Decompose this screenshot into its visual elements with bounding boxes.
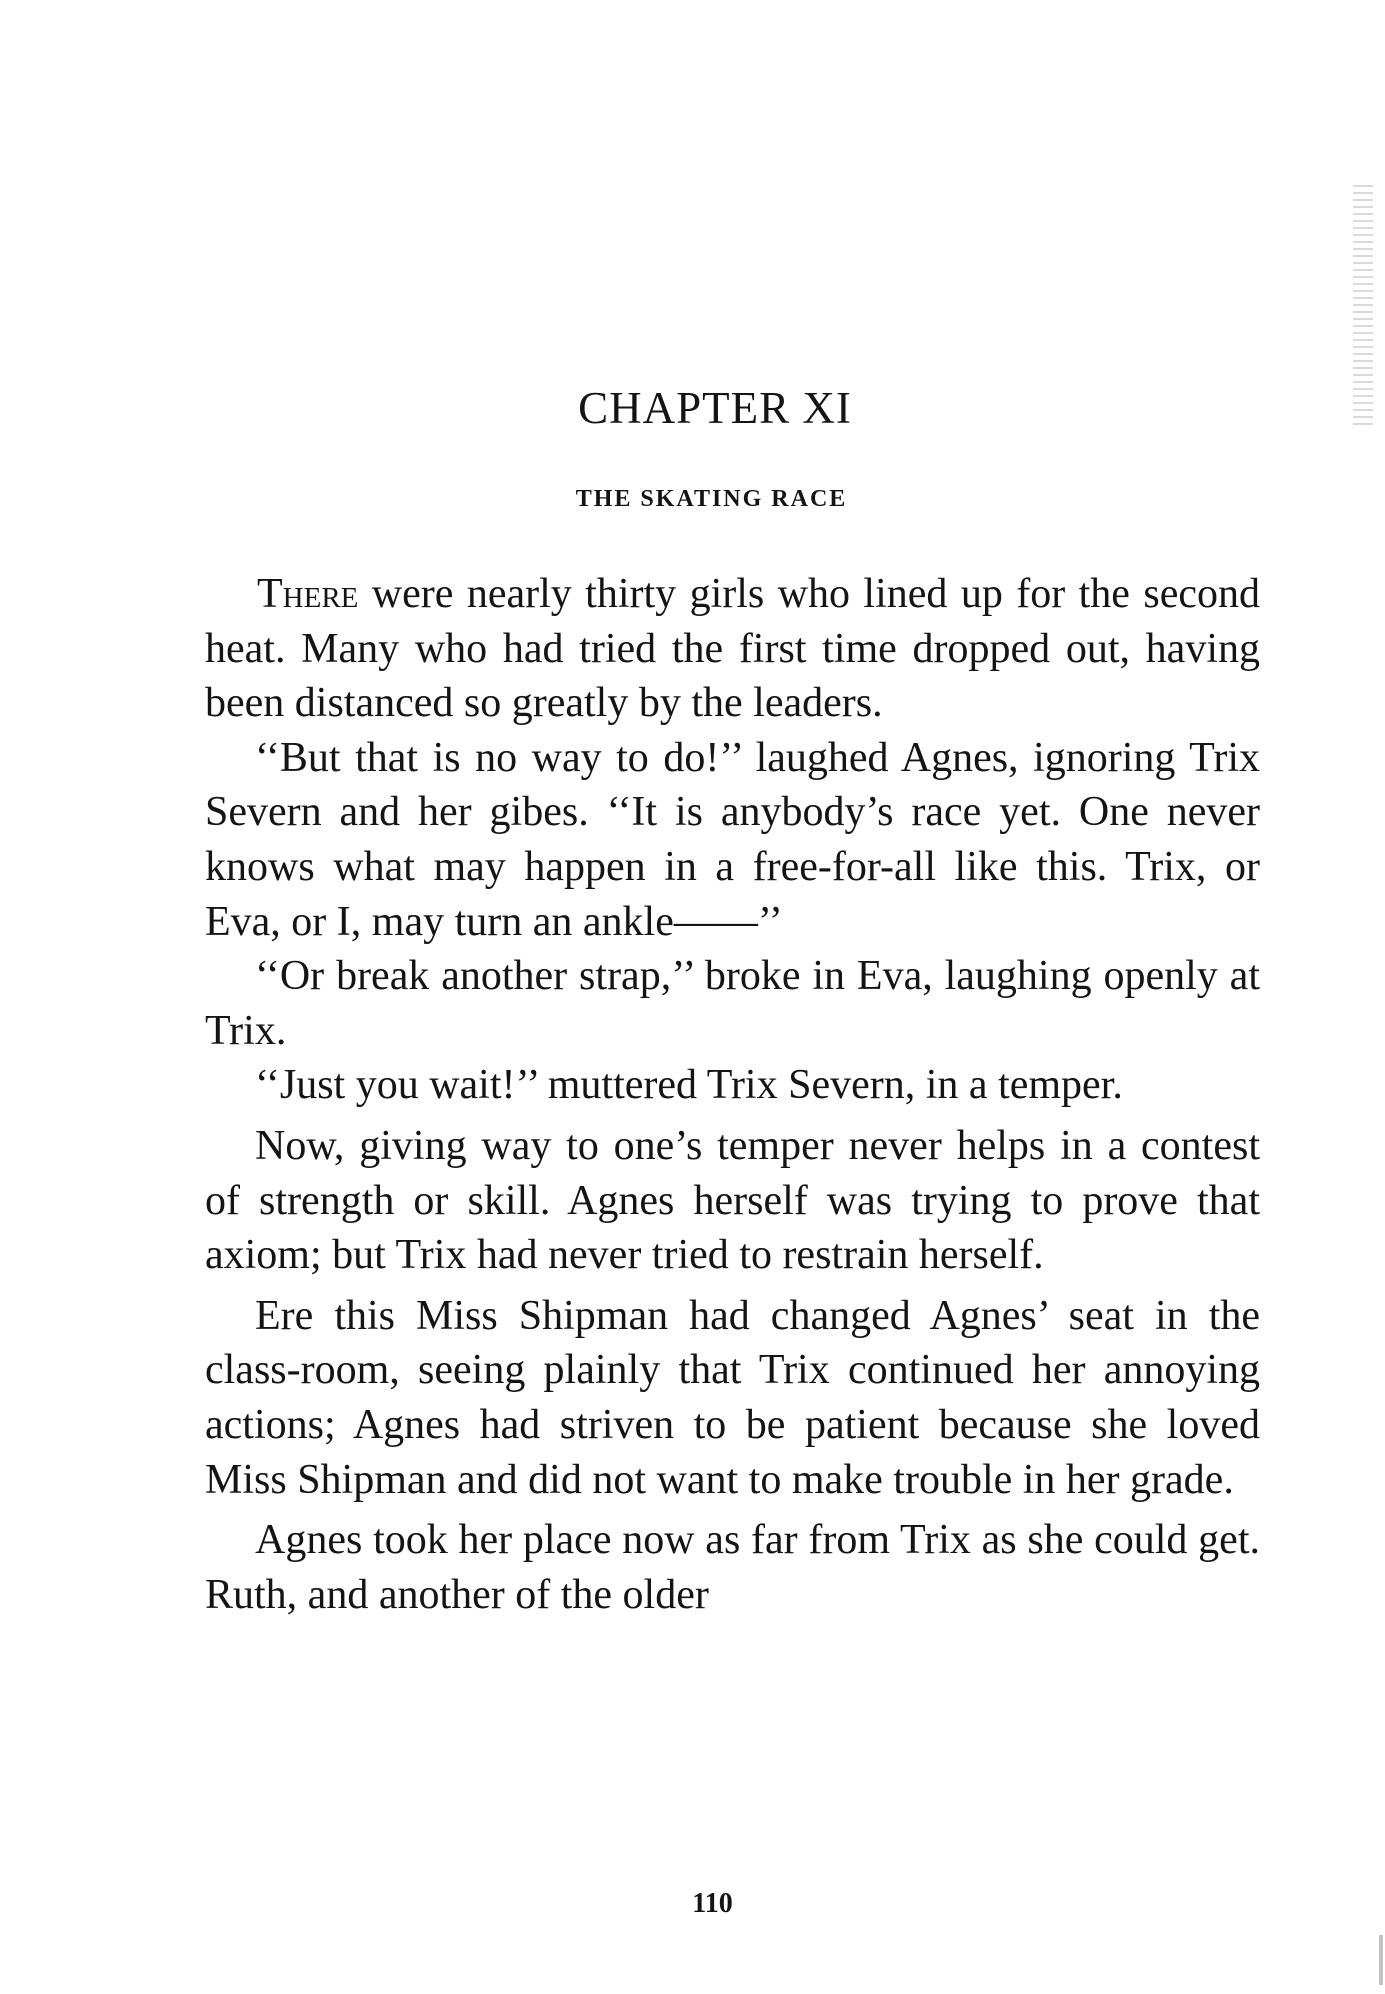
scan-edge-artifact — [1379, 1935, 1383, 1985]
page-number: 110 — [692, 1888, 733, 1919]
paragraph: ‘‘Or break another strap,’’ broke in Eva, laughing openly at Trix. — [205, 953, 1260, 1054]
paragraph: ‘‘But that is no way to do!’’ laughed Agnes, ignoring Trix Severn and her gibes. ‘‘It is anybody’s race yet. One never knows what may happen in a free-for-all like this. Trix, or Eva, or I, may turn an ankle——’’ — [205, 734, 1260, 945]
paragraph-lead-word: There — [257, 571, 359, 617]
paragraph: Agnes took her place now as far from Trix as she could get. Ruth, and another of the older — [205, 1517, 1260, 1618]
paragraph-text: were nearly thirty girls who lined up for the second heat. Many who had tried the first time dropped out, having been distanced so greatly by the leaders. — [205, 571, 1260, 727]
chapter-body — [205, 567, 1260, 1622]
chapter-subtitle: THE SKATING RACE — [575, 486, 848, 512]
paragraph: ‘‘Just you wait!’’ muttered Trix Severn, in a temper. — [255, 1062, 1123, 1109]
paragraph: Ere this Miss Shipman had changed Agnes’ seat in the class-room, seeing plainly that Trix continued her annoying actions; Agnes had striven to be patient because she loved Miss Shipman and did not want to make trouble in her grade. — [205, 1292, 1260, 1503]
paragraph: Now, giving way to one’s temper never helps in a contest of strength or skill. Agnes herself was trying to prove that axiom; but Trix had never tried to restrain herself. — [205, 1122, 1260, 1279]
paragraph — [205, 567, 1260, 731]
chapter-title: CHAPTER XI — [578, 383, 852, 433]
